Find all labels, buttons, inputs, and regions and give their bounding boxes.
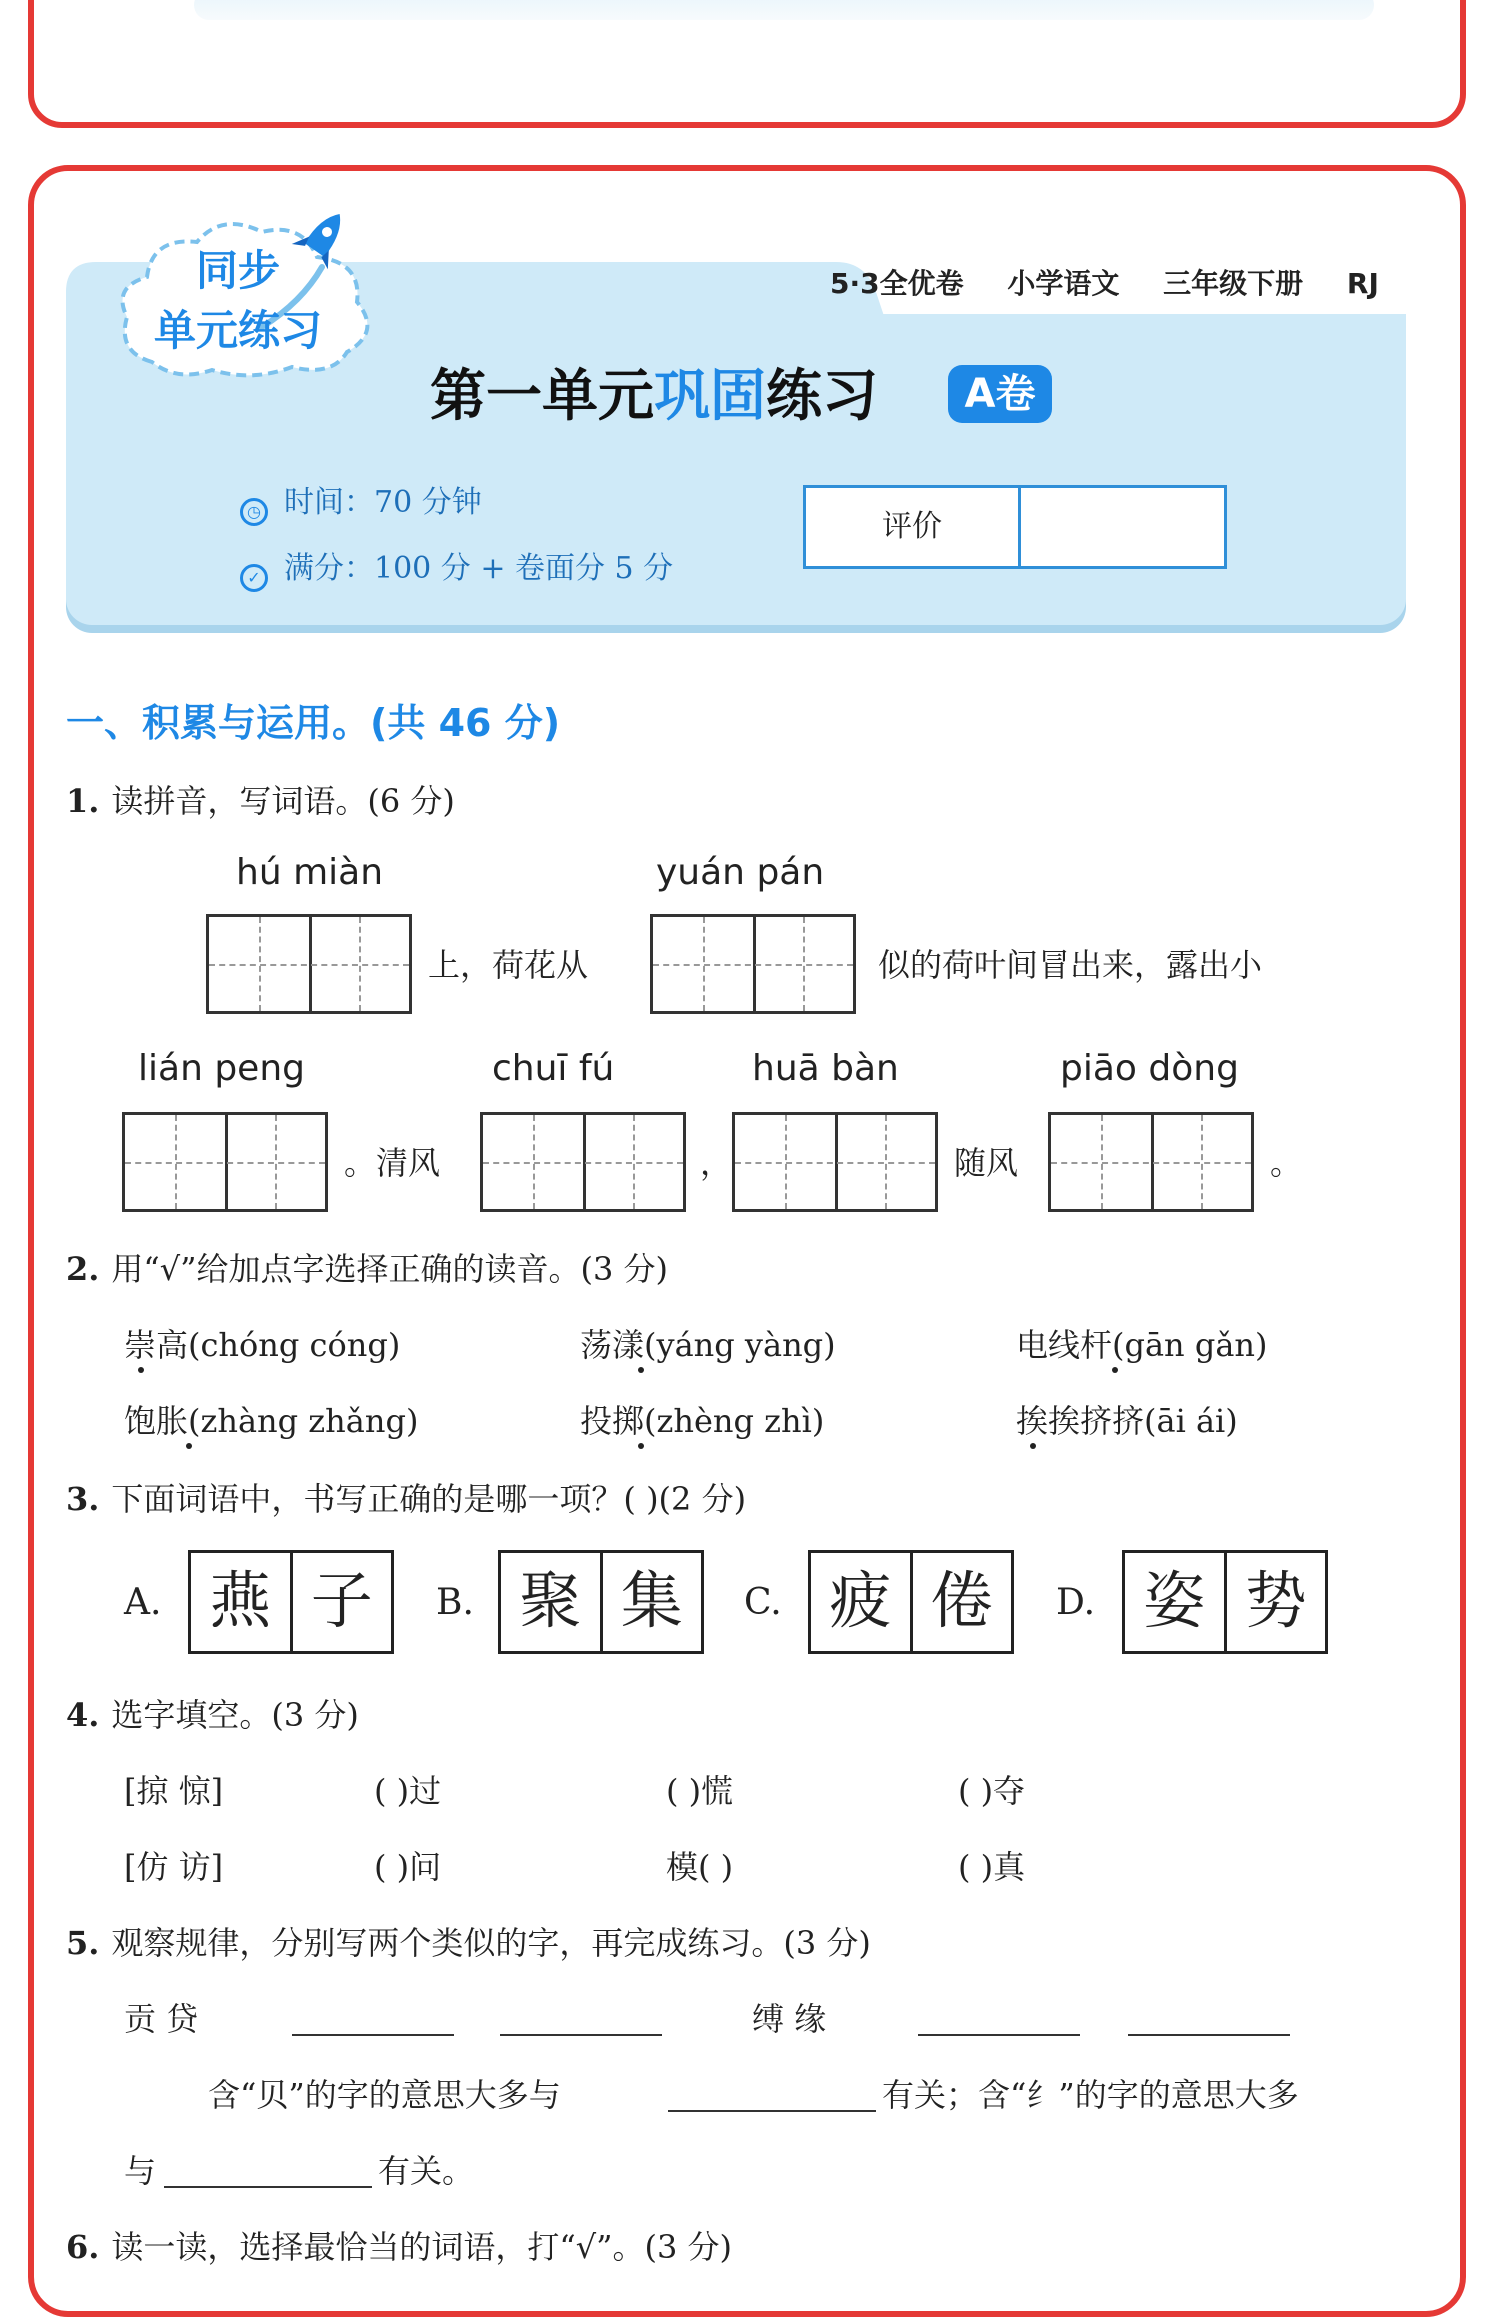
q5-line1-b: 有关；含“纟”的字的意思大多 bbox=[882, 2076, 1299, 2114]
option-a-char-2: 子 bbox=[310, 1564, 373, 1637]
q3-number: 3. bbox=[66, 1480, 100, 1518]
option-b-char-2: 集 bbox=[620, 1564, 683, 1637]
q4-row2-choices: [仿 访] bbox=[124, 1848, 224, 1886]
option-a-char-1: 燕 bbox=[191, 1553, 293, 1651]
q1-text: 读拼音，写词语。(6 分) bbox=[111, 782, 455, 820]
q5-chars-2: 缚 缘 bbox=[752, 2000, 827, 2038]
q1-text-6: 。 bbox=[1270, 1144, 1303, 1182]
answer-grid-1[interactable] bbox=[206, 914, 412, 1014]
series-info bbox=[830, 262, 1413, 302]
q2-text: 用“√”给加点字选择正确的读音。(3 分) bbox=[111, 1250, 669, 1288]
answer-grid-4[interactable] bbox=[480, 1112, 686, 1212]
emphasis-dot bbox=[638, 1443, 644, 1449]
q5-chars-1: 贡 贷 bbox=[124, 2000, 199, 2038]
option-d-char-1: 姿 bbox=[1125, 1553, 1227, 1651]
pinyin-5: huā bàn bbox=[752, 1048, 899, 1089]
option-b-char-1: 聚 bbox=[501, 1553, 603, 1651]
question-4 bbox=[66, 1690, 359, 1736]
option-c-char-1: 疲 bbox=[811, 1553, 913, 1651]
emphasis-dot bbox=[138, 1367, 144, 1373]
q4-row1-blank-3[interactable]: ( )夺 bbox=[958, 1772, 1026, 1810]
q2-item-3: 电线杆(gān gǎn) bbox=[1016, 1326, 1268, 1364]
pinyin-1: hú miàn bbox=[236, 852, 384, 893]
option-d-char-2: 势 bbox=[1244, 1564, 1307, 1637]
score-text: 满分：100 分 + 卷面分 5 分 bbox=[284, 551, 674, 586]
series-name: 5·3全优卷 bbox=[830, 267, 964, 300]
q5-line2-b: 有关。 bbox=[378, 2152, 475, 2190]
q5-blank-4[interactable] bbox=[1128, 2034, 1290, 2036]
badge-line2: 单元练习 bbox=[154, 306, 323, 355]
q1-text-4: ， bbox=[700, 1144, 733, 1182]
check-circle-icon: ✓ bbox=[240, 564, 268, 592]
question-6 bbox=[66, 2222, 732, 2268]
option-a-box[interactable] bbox=[188, 1550, 394, 1654]
option-d-label[interactable]: D. bbox=[1056, 1582, 1096, 1623]
score-info bbox=[240, 543, 673, 592]
evaluation-field[interactable] bbox=[1021, 488, 1224, 566]
emphasis-dot bbox=[186, 1443, 192, 1449]
evaluation-label: 评价 bbox=[806, 488, 1021, 566]
answer-grid-5[interactable] bbox=[732, 1112, 938, 1212]
series-grade: 三年级下册 bbox=[1163, 267, 1304, 300]
q5-blank-2[interactable] bbox=[500, 2034, 662, 2036]
q5-line1-a: 含“贝”的字的意思大多与 bbox=[208, 2076, 561, 2114]
q6-text: 读一读，选择最恰当的词语，打“√”。(3 分) bbox=[111, 2228, 733, 2266]
section-heading: 一、积累与运用。(共 46 分) bbox=[66, 701, 561, 745]
q4-row2-blank-1[interactable]: ( )问 bbox=[374, 1848, 442, 1886]
series-edition: RJ bbox=[1346, 267, 1379, 300]
q3-text: 下面词语中，书写正确的是哪一项？( )(2 分) bbox=[111, 1480, 747, 1518]
option-d-box[interactable] bbox=[1122, 1550, 1328, 1654]
question-5 bbox=[66, 1918, 871, 1964]
faded-previous-content bbox=[194, 0, 1374, 20]
title-part1: 第一单元 bbox=[430, 364, 654, 429]
clock-icon: ◷ bbox=[240, 498, 268, 526]
q5-line2-a: 与 bbox=[124, 2152, 157, 2190]
q4-number: 4. bbox=[66, 1696, 100, 1734]
q5-blank-1[interactable] bbox=[292, 2034, 454, 2036]
previous-page-card bbox=[28, 0, 1466, 128]
q4-row1-choices: [掠 惊] bbox=[124, 1772, 224, 1810]
q2-item-5: 投掷(zhèng zhì) bbox=[580, 1402, 825, 1440]
q1-text-2: 似的荷叶间冒出来，露出小 bbox=[878, 946, 1263, 984]
q1-number: 1. bbox=[66, 782, 100, 820]
paper-a-tag: A卷 bbox=[948, 365, 1052, 423]
q5-number: 5. bbox=[66, 1924, 100, 1962]
pinyin-3: lián peng bbox=[138, 1048, 305, 1089]
time-text: 时间：70 分钟 bbox=[284, 485, 482, 520]
q5-text: 观察规律，分别写两个类似的字，再完成练习。(3 分) bbox=[111, 1924, 871, 1962]
title-part3: 练习 bbox=[766, 364, 878, 429]
q2-item-6: 挨挨挤挤(āi ái) bbox=[1016, 1402, 1238, 1440]
page-title bbox=[430, 352, 878, 432]
pinyin-4: chuī fú bbox=[492, 1048, 615, 1089]
q5-blank-3[interactable] bbox=[918, 2034, 1080, 2036]
answer-grid-6[interactable] bbox=[1048, 1112, 1254, 1212]
option-b-box[interactable] bbox=[498, 1550, 704, 1654]
time-info bbox=[240, 477, 482, 526]
emphasis-dot bbox=[638, 1367, 644, 1373]
q2-item-4: 饱胀(zhàng zhǎng) bbox=[124, 1402, 419, 1440]
answer-grid-3[interactable] bbox=[122, 1112, 328, 1212]
option-c-box[interactable] bbox=[808, 1550, 1014, 1654]
q6-number: 6. bbox=[66, 2228, 100, 2266]
option-b-label[interactable]: B. bbox=[436, 1582, 474, 1623]
pinyin-2: yuán pán bbox=[656, 852, 825, 893]
answer-grid-2[interactable] bbox=[650, 914, 856, 1014]
emphasis-dot bbox=[1030, 1443, 1036, 1449]
q1-text-5: 随风 bbox=[954, 1144, 1019, 1182]
q2-item-2: 荡漾(yáng yàng) bbox=[580, 1326, 836, 1364]
q4-row1-blank-2[interactable]: ( )慌 bbox=[666, 1772, 734, 1810]
q5-blank-6[interactable] bbox=[164, 2186, 372, 2188]
evaluation-box bbox=[803, 485, 1227, 569]
option-c-label[interactable]: C. bbox=[744, 1582, 782, 1623]
q1-text-1: 上，荷花从 bbox=[428, 946, 589, 984]
badge-line1: 同步 bbox=[196, 246, 281, 295]
q5-blank-5[interactable] bbox=[668, 2110, 876, 2112]
q4-row2-blank-3[interactable]: ( )真 bbox=[958, 1848, 1026, 1886]
q4-row1-blank-1[interactable]: ( )过 bbox=[374, 1772, 442, 1810]
pinyin-6: piāo dòng bbox=[1060, 1048, 1239, 1089]
q4-text: 选字填空。(3 分) bbox=[111, 1696, 359, 1734]
q2-item-1: 崇高(chóng cóng) bbox=[124, 1326, 401, 1364]
option-c-char-2: 倦 bbox=[930, 1564, 993, 1637]
q4-row2-blank-2[interactable]: 模( ) bbox=[666, 1848, 734, 1886]
series-subject: 小学语文 bbox=[1007, 267, 1120, 300]
q2-number: 2. bbox=[66, 1250, 100, 1288]
emphasis-dot bbox=[1112, 1367, 1118, 1373]
question-3 bbox=[66, 1474, 746, 1520]
question-1 bbox=[66, 776, 455, 822]
question-2 bbox=[66, 1244, 668, 1290]
option-a-label[interactable]: A. bbox=[124, 1582, 162, 1623]
q1-text-3: 。清风 bbox=[344, 1144, 441, 1182]
title-highlight: 巩固 bbox=[654, 364, 766, 429]
